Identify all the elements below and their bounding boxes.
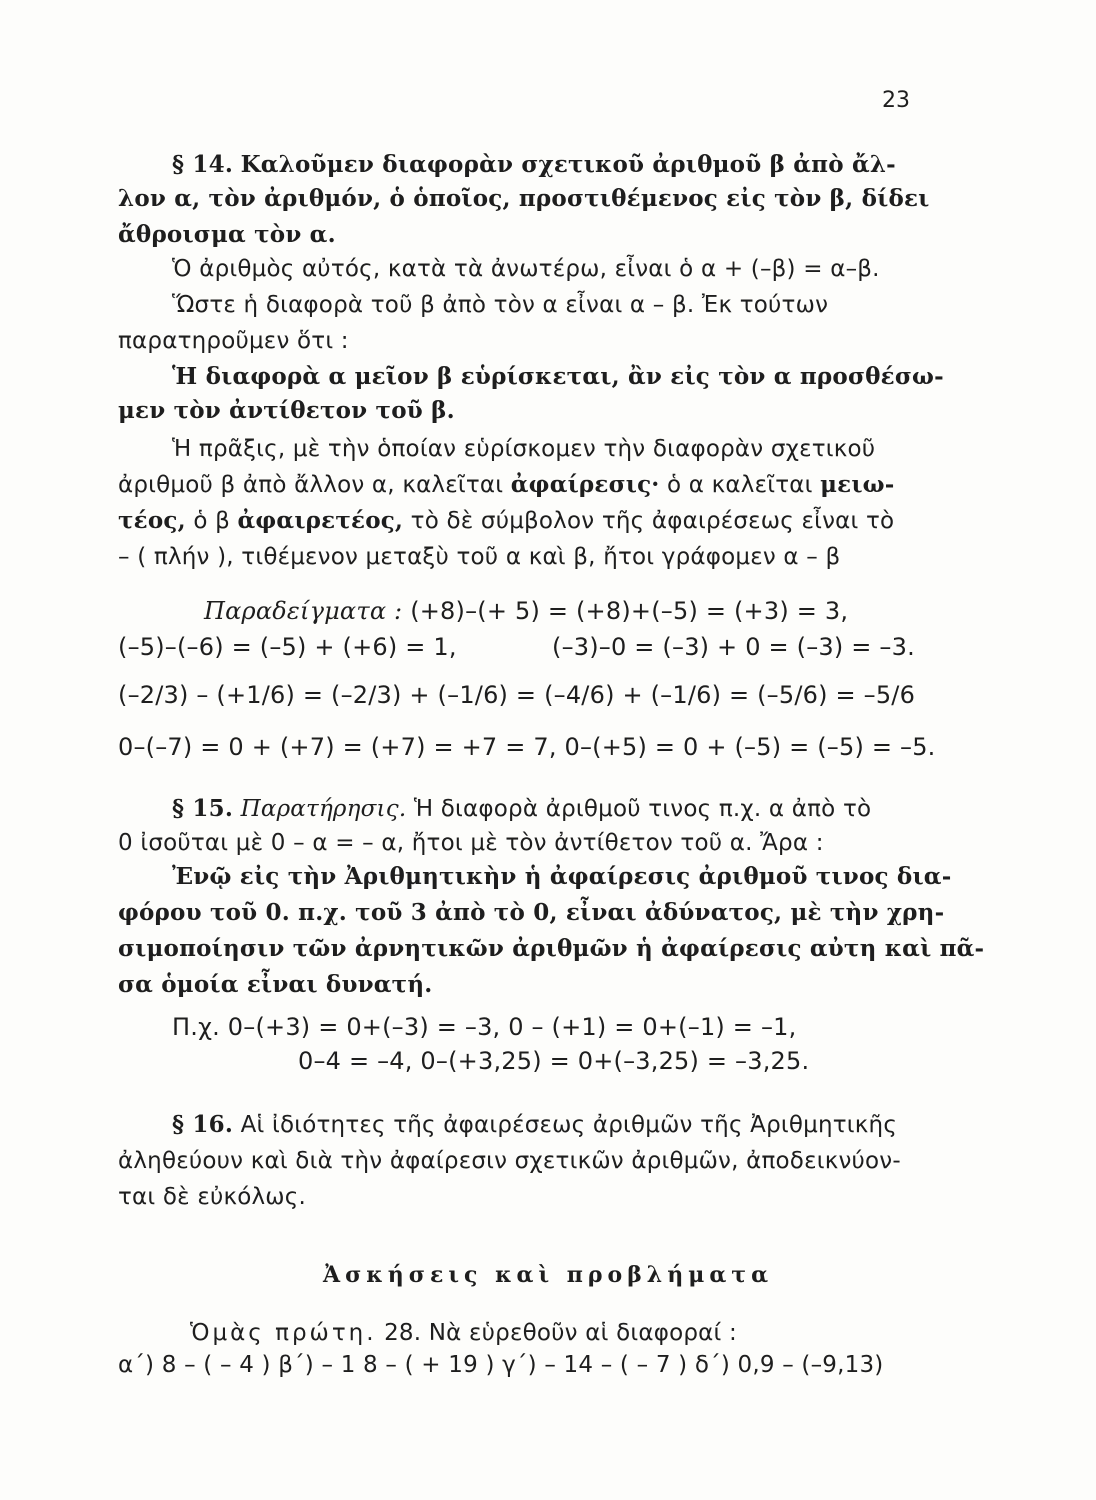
s14-line-2: λον α, τὸν ἀριθμόν, ὁ ὁποῖος, προστιθέμενος εἰς τὸν β, δίδει — [118, 185, 930, 212]
term-minuend-start: μειω- — [820, 471, 895, 498]
exercise-28-text: 28. Νὰ εὑρεθοῦν αἱ διαφοραί : — [384, 1320, 737, 1346]
example-4: 0–(–7) = 0 + (+7) = (+7) = +7 = 7, 0–(+5) = 0 + (–5) = (–5) = –5. — [118, 733, 936, 761]
s16-line-1 — [172, 1110, 897, 1140]
s14-line-11-text: ὁ β — [193, 508, 230, 534]
s15-rule-line-3: σιμοποίησιν τῶν ἀρνητικῶν ἀριθμῶν ἡ ἀφαίρεσις αὐτη καὶ πᾶ- — [118, 935, 985, 962]
exercise-28-items: α΄) 8 – ( – 4 ) β΄) – 1 8 – ( + 19 ) γ΄) – 14 – ( – 7 ) δ΄) 0,9 – (–9,13) — [118, 1352, 884, 1378]
s16-line-2: ἀληθεύουν καὶ διὰ τὴν ἀφαίρεσιν σχετικῶν ἀριθμῶν, ἀποδεικνύον- — [118, 1148, 901, 1174]
s14-line-6: παρατηροῦμεν ὅτι : — [118, 328, 349, 354]
s14-line-3: ἄθροισμα τὸν α. — [118, 221, 336, 248]
s14-definition-start: Καλοῦμεν διαφορὰν σχετικοῦ ἀριθμοῦ β ἀπὸ ἄλ- — [240, 151, 896, 178]
s14-line-11-text-2: τὸ δὲ σύμβολον τῆς ἀφαιρέσεως εἶναι τὸ — [410, 508, 895, 534]
s14-rule-line-1: Ἡ διαφορὰ α μεῖον β εὑρίσκεται, ἂν εἰς τὸν α προσθέσω- — [172, 363, 944, 390]
s14-line-10 — [118, 470, 895, 500]
exercise-group-label: Ὁμὰς πρώτη. — [190, 1320, 377, 1346]
page-number: 23 — [882, 88, 910, 113]
s15-number: § 15. — [172, 795, 234, 822]
s14-line-12: – ( πλήν ), τιθέμενον μεταξὺ τοῦ α καὶ β, ἤτοι γράφομεν α – β — [118, 544, 841, 570]
examples-line-1 — [204, 596, 848, 626]
s15-rule-line-4: σα ὁμοία εἶναι δυνατή. — [118, 971, 433, 998]
s14-line-5: Ὥστε ἡ διαφορὰ τοῦ β ἀπὸ τὸν α εἶναι α – β. Ἐκ τούτων — [172, 292, 829, 318]
s14-number: § 14. — [172, 151, 234, 178]
s15-line-1 — [172, 794, 871, 824]
s16-number: § 16. — [172, 1111, 234, 1138]
s15-title: Παρατήρησις. — [240, 796, 407, 822]
s15-line-1-text: Ἡ διαφορὰ ἀριθμοῦ τινος π.χ. α ἀπὸ τὸ — [413, 796, 872, 822]
s15-rule-line-1: Ἐνῷ εἰς τὴν Ἀριθμητικὴν ἡ ἀφαίρεσις ἀριθμοῦ τινος δια- — [172, 863, 952, 890]
s14-line-11 — [118, 506, 894, 536]
s14-rule-line-2: μεν τὸν ἀντίθετον τοῦ β. — [118, 397, 455, 424]
s16-line-1-text: Αἱ ἰδιότητες τῆς ἀφαιρέσεως ἀριθμῶν τῆς Ἀριθμητικῆς — [240, 1112, 898, 1138]
s14-line-9: Ἡ πρᾶξις, μὲ τὴν ὁποίαν εὑρίσκομεν τὴν διαφορὰν σχετικοῦ — [172, 436, 876, 462]
s15-line-2: 0 ἰσοῦται μὲ 0 – α = – α, ἤτοι μὲ τὸν ἀντίθετον τοῦ α. Ἄρα : — [118, 830, 824, 856]
example-3-fractions: (–2/3) – (+1/6) = (–2/3) + (–1/6) = (–4/6) + (–1/6) = (–5/6) = –5/6 — [118, 681, 916, 709]
s14-line-10-text: ἀριθμοῦ β ἀπὸ ἄλλον α, καλεῖται — [118, 472, 504, 498]
examples-label: Παραδείγματα : — [204, 597, 403, 625]
s16-line-3: ται δὲ εὐκόλως. — [118, 1184, 306, 1210]
example-2a: (–5)–(–6) = (–5) + (+6) = 1, — [118, 633, 457, 661]
term-subtraction: ἀφαίρεσις· — [510, 471, 660, 498]
s14-line-4: Ὁ ἀριθμὸς αὐτός, κατὰ τὰ ἀνωτέρω, εἶναι ὁ α + (–β) = α–β. — [172, 256, 880, 282]
s14-line-10-text-2: ὁ α καλεῖται — [667, 472, 813, 498]
s15-rule-line-2: φόρου τοῦ 0. π.χ. τοῦ 3 ἀπὸ τὸ 0, εἶναι ἀδύνατος, μὲ τὴν χρη- — [118, 899, 945, 926]
term-subtrahend: ἀφαιρετέος, — [237, 507, 404, 534]
s14-line-1 — [172, 150, 896, 180]
example-1: (+8)–(+ 5) = (+8)+(–5) = (+3) = 3, — [410, 597, 849, 625]
s15-example-2: 0–4 = –4, 0–(+3,25) = 0+(–3,25) = –3,25. — [298, 1047, 810, 1075]
s15-example-1: Π.χ. 0–(+3) = 0+(–3) = –3, 0 – (+1) = 0+(–1) = –1, — [172, 1013, 797, 1041]
exercises-heading: Ἀσκήσεις καὶ προβλήματα — [323, 1262, 773, 1288]
term-minuend-end: τέος, — [118, 507, 186, 534]
example-2b: (–3)–0 = (–3) + 0 = (–3) = –3. — [552, 633, 915, 661]
exercise-28-intro — [190, 1318, 737, 1348]
